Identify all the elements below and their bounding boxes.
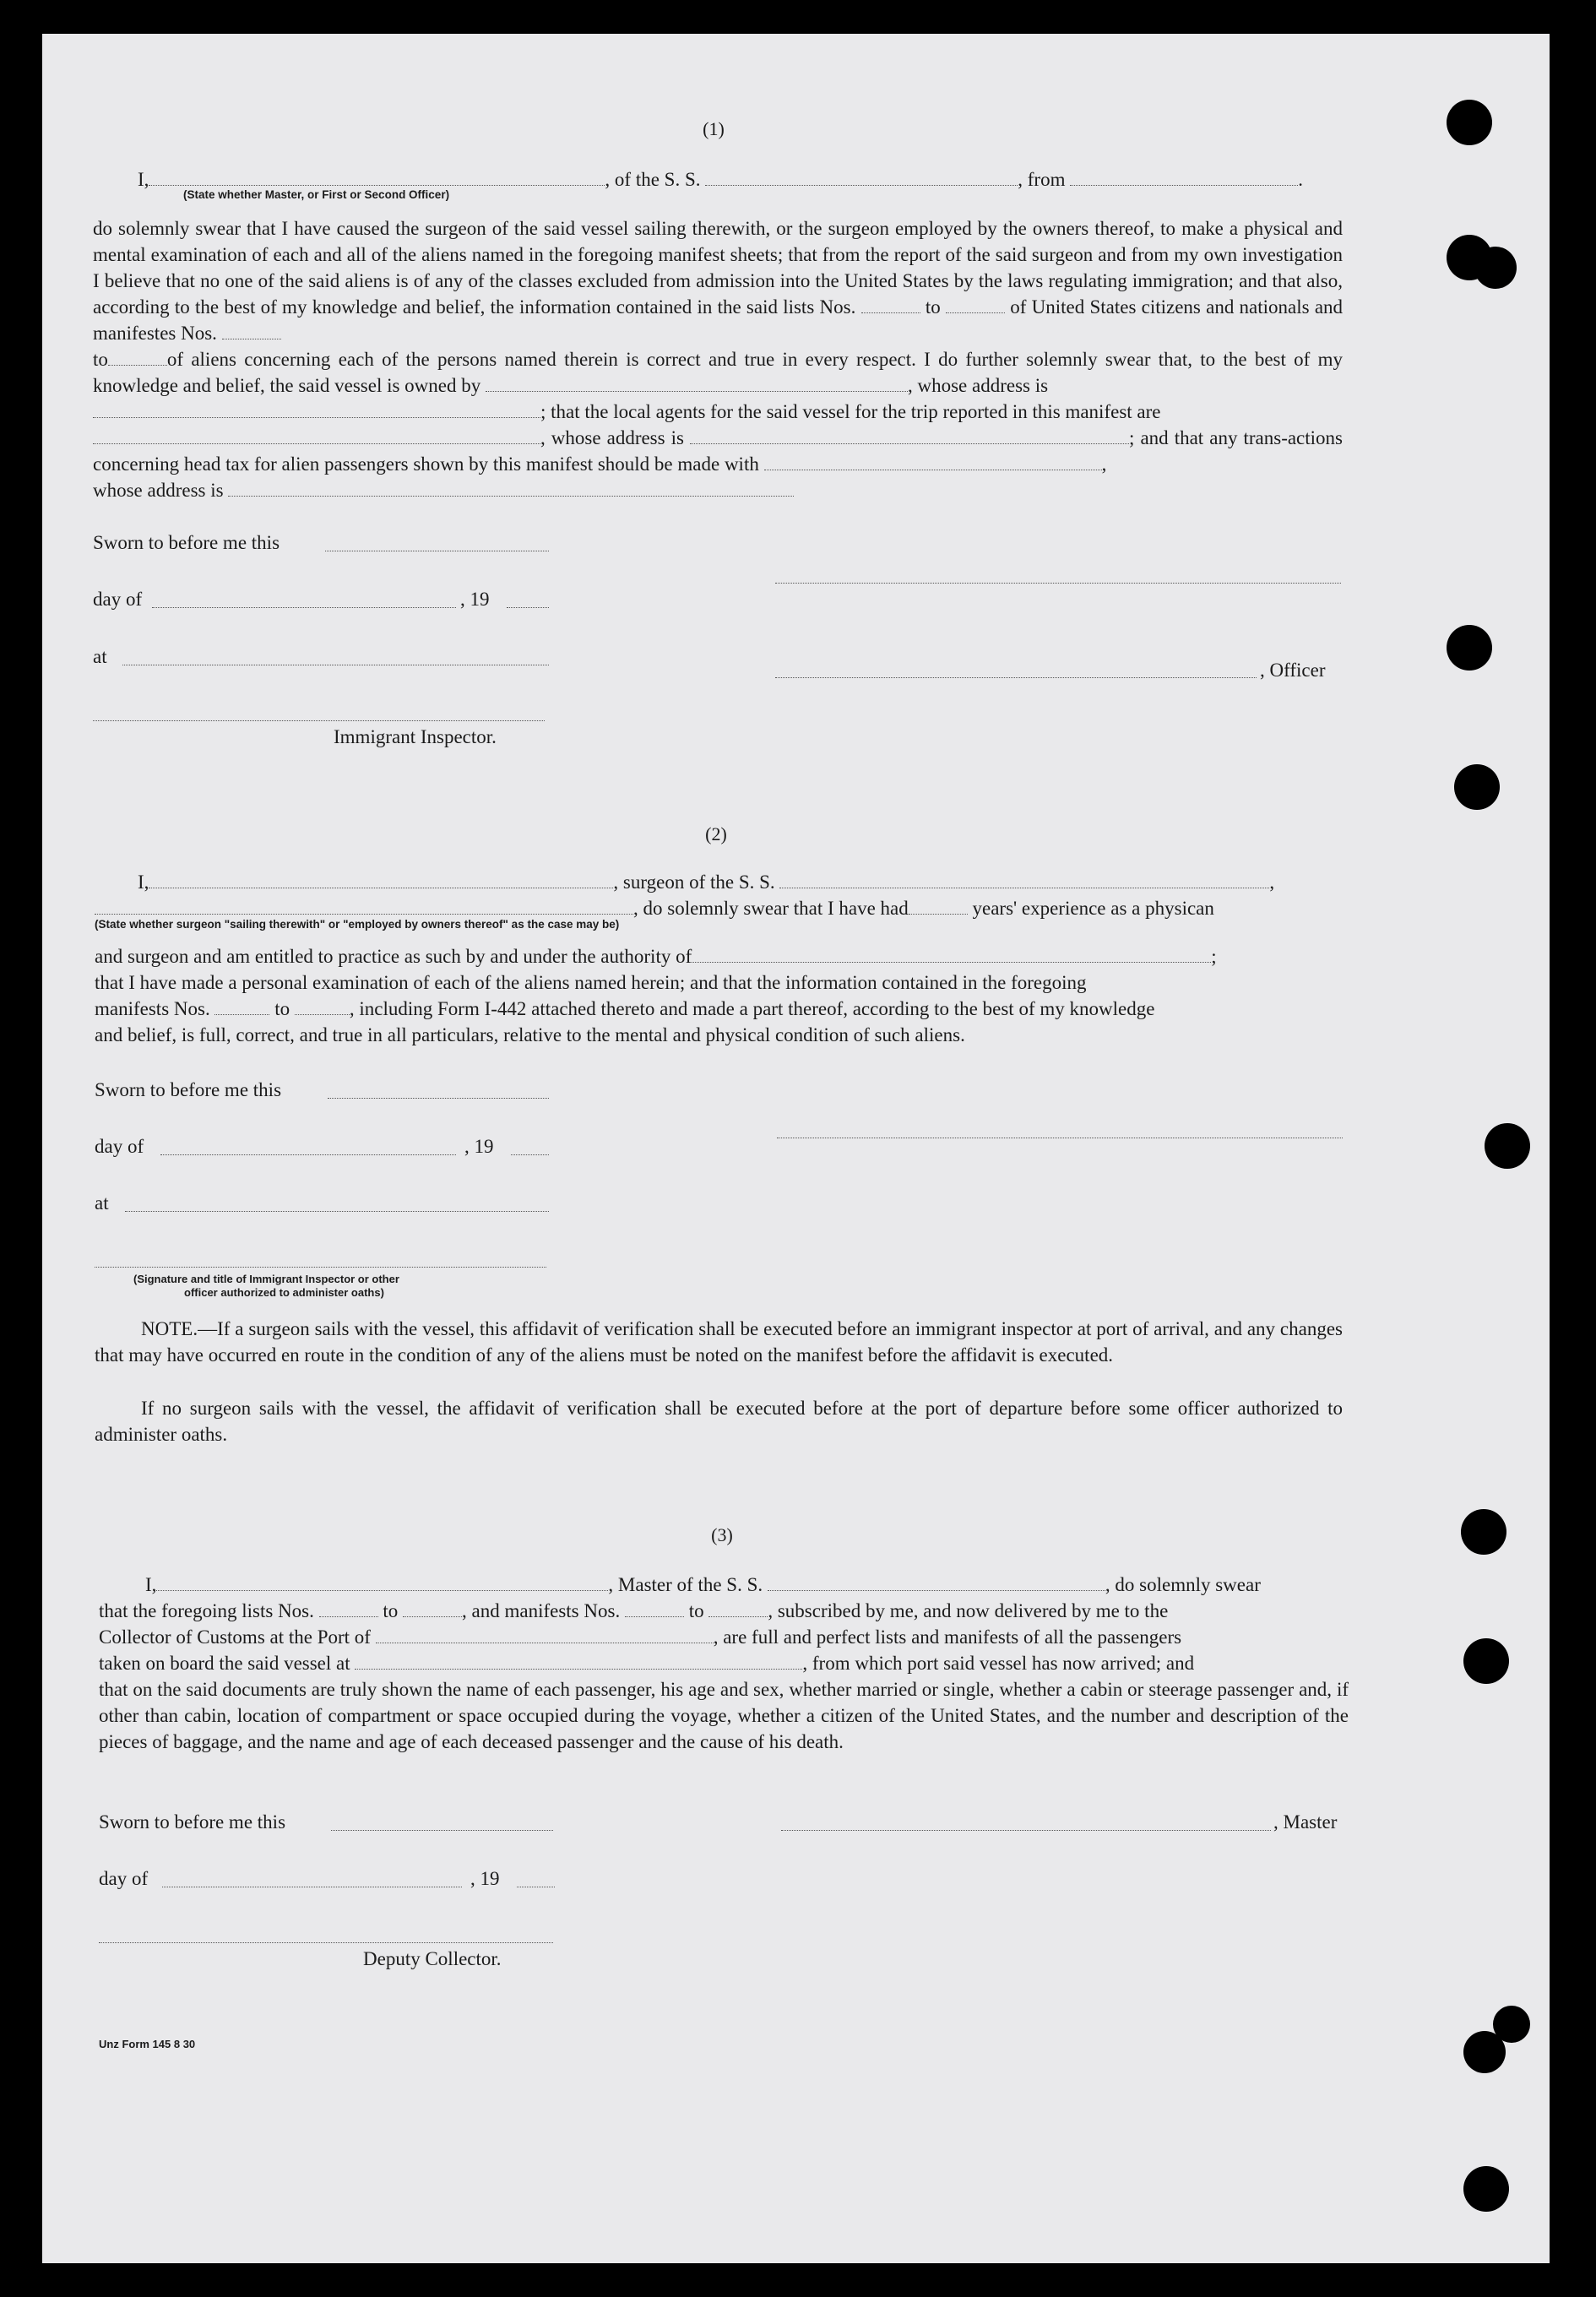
punch-hole	[1447, 625, 1492, 671]
surgeon-name-blank[interactable]	[149, 872, 613, 888]
officer-title-blank[interactable]	[775, 677, 1257, 678]
oath-body-1: do solemnly swear that I have caused the surgeon of the said vessel sailing therewith, or the surgeon employed by the owners thereof, to make a physical and mental examination of each and all of the aliens named in the foregoing manifest sheets; that from the report of the said surgeon and from my own investigation I believe that no one of the said aliens is of any of the classes excluded from admission into the United States by the laws regulating immigration; and that also, according to the best of my knowledge and belief, the information contained in the said lists Nos. to of United States citizens and nationals and manifestes Nos. to of aliens concerning each of the persons named therein is correct and true in every respect. I do further solemnly swear that, to the best of my knowledge and belief, the said vessel is owned by , whose address is ; that the local agents for the said vessel for the trip reported in this manifest are , whose address is ; and that any trans-actions concerning head tax for alien passengers shown by this manifest should be made with , whose address is	[93, 218, 1344, 501]
manifests-to-blank[interactable]	[295, 999, 350, 1015]
punch-hole	[1463, 2166, 1509, 2212]
surgeon-capacity-blank[interactable]	[95, 899, 633, 915]
agents-blank[interactable]	[93, 428, 540, 444]
years-blank[interactable]	[909, 899, 968, 915]
head-tax-blank[interactable]	[764, 454, 1102, 470]
sworn-date-blank[interactable]	[328, 1098, 549, 1099]
inspector-signature-blank[interactable]	[95, 1267, 546, 1268]
at-blank[interactable]	[125, 1211, 549, 1212]
port-blank[interactable]	[376, 1627, 714, 1643]
sworn-label: Sworn to before me this	[93, 532, 280, 553]
officer-label: , Officer	[1260, 660, 1326, 681]
year-label: , 19	[470, 1868, 500, 1889]
officer-note: (State whether Master, or First or Second Officer)	[183, 188, 450, 201]
agents-address-blank[interactable]	[690, 428, 1129, 444]
officer-signature-blank[interactable]	[775, 583, 1341, 584]
year-blank[interactable]	[511, 1154, 549, 1155]
form-number: Unz Form 145 8 30	[99, 2038, 196, 2050]
deputy-signature-blank[interactable]	[99, 1942, 553, 1943]
year-label: , 19	[464, 1136, 494, 1157]
embarkation-port-blank[interactable]	[355, 1654, 802, 1670]
punch-hole	[1474, 247, 1517, 289]
at-label: at	[93, 646, 107, 667]
owner-blank[interactable]	[486, 376, 908, 392]
master-name-blank[interactable]	[156, 1575, 608, 1591]
lists-to-blank[interactable]	[946, 297, 1005, 313]
day-of-blank[interactable]	[160, 1154, 456, 1155]
year-label: , 19	[460, 589, 490, 610]
day-of-label: day of	[95, 1136, 144, 1157]
section-number: (3)	[711, 1524, 733, 1545]
sworn-label: Sworn to before me this	[95, 1079, 282, 1100]
at-label: at	[95, 1192, 109, 1214]
owner-address-blank[interactable]	[93, 402, 540, 418]
day-of-label: day of	[99, 1868, 149, 1889]
master-oath-body: I, , Master of the S. S. , do solemnly swear that the foregoing lists Nos. to , and manifests Nos. to , subscribed by me, and now delivered by me to the Collector of Customs at the Port of , are full and perfect lists and manifests of all the passengers taken on board the said vessel at , from which port said vessel has now arrived; and that on the said documents are truly shown the name of each passenger, his age and sex, whether married or single, whether a cabin or steerage passenger and, if other than cabin, location of compartment or space occupied during the voyage, whether a citizen of the United States, and the number and description of the pieces of baggage, and the name and age of each deceased passenger and the cause of his death.	[99, 1574, 1349, 1752]
name-blank[interactable]	[149, 170, 605, 186]
lists-from-blank[interactable]	[861, 297, 920, 313]
master-signature-blank[interactable]	[781, 1830, 1271, 1831]
day-of-label: day of	[93, 589, 143, 610]
surgeon-second-line: , do solemnly swear that I have had years' experience as a physican	[95, 896, 1214, 921]
manifests-from-blank[interactable]	[214, 999, 269, 1015]
section-number: (1)	[703, 118, 725, 139]
head-tax-address-blank[interactable]	[228, 481, 794, 497]
deputy-label: Deputy Collector.	[363, 1948, 502, 1969]
manifests-from-blank[interactable]	[625, 1601, 684, 1617]
manifests-to-blank[interactable]	[108, 350, 167, 366]
punch-hole	[1447, 100, 1492, 145]
surgeon-body: and surgeon and am entitled to practice as such by and under the authority of ; that I have made a personal examination of each of the aliens named herein; and that the information contained in the foregoing manifests Nos. to , including Form I-442 attached thereto and made a part thereof, according to the best of my knowledge and belief, is full, correct, and true in all particulars, relative to the mental and physical condition of such aliens.	[95, 946, 1217, 1045]
inspector-label: Immigrant Inspector.	[334, 726, 497, 747]
vessel-blank[interactable]	[705, 170, 1018, 186]
manifests-from-blank[interactable]	[222, 323, 281, 339]
punch-hole	[1485, 1123, 1530, 1169]
sworn-label: Sworn to before me this	[99, 1811, 286, 1833]
authority-blank[interactable]	[692, 947, 1211, 963]
note-paragraph-2: If no surgeon sails with the vessel, the affidavit of verification shall be executed before at the port of departure before some officer authorized to administer oaths.	[95, 1398, 1343, 1445]
lists-to-blank[interactable]	[403, 1601, 462, 1617]
surgeon-note: (State whether surgeon "sailing therewith" or "employed by owners thereof" as the case may be)	[95, 918, 620, 931]
master-vessel-blank[interactable]	[768, 1575, 1105, 1591]
day-of-blank[interactable]	[152, 607, 456, 608]
year-blank[interactable]	[507, 607, 549, 608]
signature-note-2: officer authorized to administer oaths)	[184, 1286, 384, 1299]
oath-first-line: I, , of the S. S. , from .	[138, 169, 1303, 190]
signature-note-1: (Signature and title of Immigrant Inspector or other	[133, 1273, 399, 1285]
punch-hole	[1454, 764, 1500, 810]
note-paragraph: NOTE.—If a surgeon sails with the vessel, this affidavit of verification shall be executed before an immigrant inspector at port of arrival, and any changes that may have occurred en route in the condition of any of the aliens must be noted on the manifest before the affidavit is executed.	[95, 1318, 1343, 1366]
from-blank[interactable]	[1070, 170, 1298, 186]
inspector-signature-blank[interactable]	[93, 720, 545, 721]
surgeon-vessel-blank[interactable]	[779, 872, 1269, 888]
punch-hole	[1463, 2031, 1506, 2073]
punch-hole	[1461, 1509, 1506, 1555]
section-number: (2)	[705, 823, 727, 844]
lists-from-blank[interactable]	[319, 1601, 378, 1617]
surgeon-first-line: I, , surgeon of the S. S. ,	[138, 872, 1275, 893]
master-label: , Master	[1273, 1811, 1338, 1833]
manifests-to-blank[interactable]	[708, 1601, 768, 1617]
punch-hole	[1463, 1638, 1509, 1684]
sworn-date-blank[interactable]	[331, 1830, 553, 1831]
